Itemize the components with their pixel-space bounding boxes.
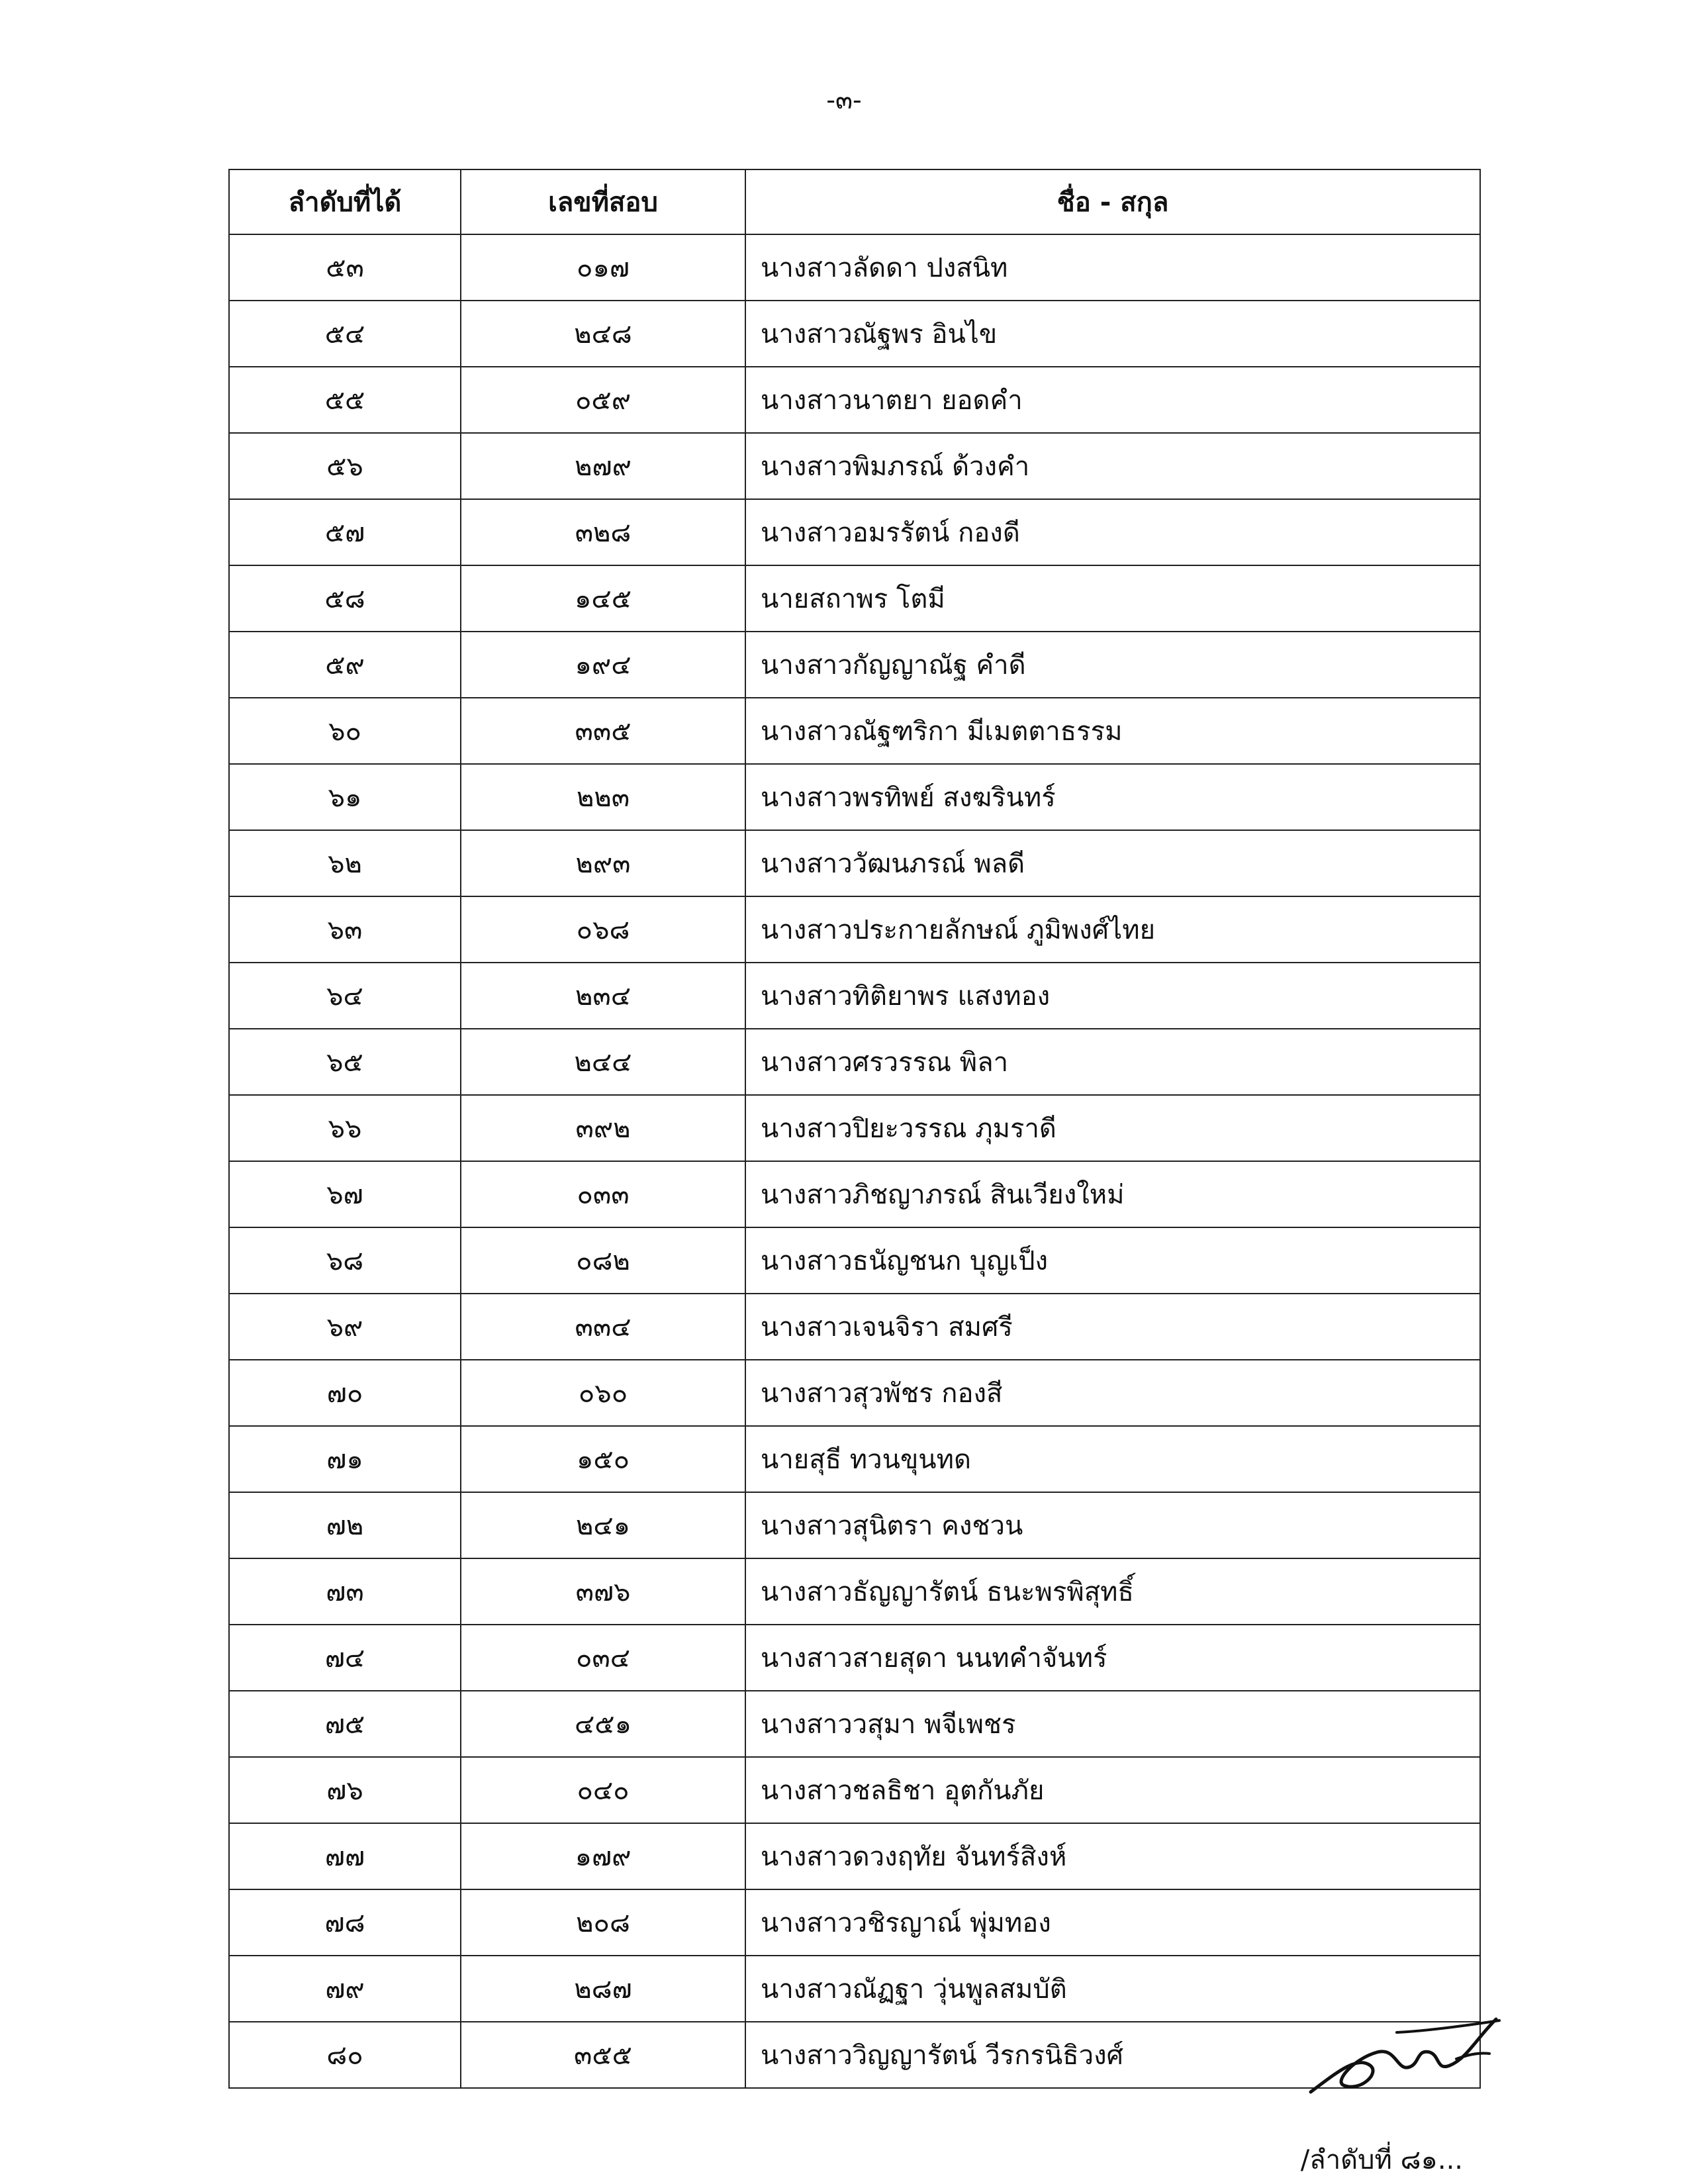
exam-number-cell: ๒๘๗ bbox=[461, 1956, 745, 2022]
name-cell: นางสาวปิยะวรรณ ภุมราดี bbox=[745, 1095, 1480, 1161]
name-cell: นางสาวสายสุดา นนทคำจันทร์ bbox=[745, 1625, 1480, 1691]
rank-cell: ๕๙ bbox=[229, 632, 461, 698]
signature-icon bbox=[1297, 1993, 1509, 2112]
rank-cell: ๗๕ bbox=[229, 1691, 461, 1757]
exam-number-cell: ๐๘๒ bbox=[461, 1227, 745, 1294]
rank-cell: ๗๘ bbox=[229, 1889, 461, 1956]
rank-cell: ๗๗ bbox=[229, 1823, 461, 1889]
exam-number-cell: ๑๗๙ bbox=[461, 1823, 745, 1889]
name-cell: นางสาวพิมภรณ์ ด้วงคำ bbox=[745, 433, 1480, 499]
name-cell: นางสาววชิรญาณ์ พุ่มทอง bbox=[745, 1889, 1480, 1956]
table-row bbox=[229, 1360, 1480, 1426]
rank-cell: ๖๑ bbox=[229, 764, 461, 830]
exam-number-cell: ๐๑๗ bbox=[461, 234, 745, 301]
table-row bbox=[229, 367, 1480, 433]
exam-number-cell: ๓๗๖ bbox=[461, 1558, 745, 1625]
page-number: -๓- bbox=[826, 85, 862, 115]
rank-cell: ๕๘ bbox=[229, 565, 461, 632]
exam-number-cell: ๑๔๕ bbox=[461, 565, 745, 632]
header-rank: ลำดับที่ได้ bbox=[229, 169, 461, 234]
table-row bbox=[229, 1691, 1480, 1757]
name-cell: นางสาวกัญญาณัฐ คำดี bbox=[745, 632, 1480, 698]
header-exam-number: เลขที่สอบ bbox=[461, 169, 745, 234]
table-row bbox=[229, 632, 1480, 698]
name-cell: นางสาวณัฐฑริกา มีเมตตาธรรม bbox=[745, 698, 1480, 764]
results-table bbox=[228, 169, 1481, 2089]
header-full-name: ชื่อ - สกุล bbox=[745, 169, 1480, 234]
name-cell: นางสาวชลธิชา อุตกันภัย bbox=[745, 1757, 1480, 1823]
name-cell: นางสาววัฒนภรณ์ พลดี bbox=[745, 830, 1480, 896]
exam-number-cell: ๒๗๙ bbox=[461, 433, 745, 499]
name-cell: นางสาวดวงฤทัย จันทร์สิงห์ bbox=[745, 1823, 1480, 1889]
name-cell: นางสาววิญญารัตน์ วีรกรนิธิวงศ์ bbox=[745, 2022, 1480, 2088]
name-cell: นายสุธี ทวนขุนทด bbox=[745, 1426, 1480, 1492]
rank-cell: ๕๕ bbox=[229, 367, 461, 433]
exam-number-cell: ๐๖๐ bbox=[461, 1360, 745, 1426]
name-cell: นางสาวเจนจิรา สมศรี bbox=[745, 1294, 1480, 1360]
exam-number-cell: ๐๖๘ bbox=[461, 896, 745, 963]
rank-cell: ๖๙ bbox=[229, 1294, 461, 1360]
table-body bbox=[229, 234, 1480, 2088]
header-row bbox=[229, 169, 1480, 234]
exam-number-cell: ๑๙๔ bbox=[461, 632, 745, 698]
table-row bbox=[229, 1095, 1480, 1161]
rank-cell: ๘๐ bbox=[229, 2022, 461, 2088]
name-cell: นางสาววสุมา พจีเพชร bbox=[745, 1691, 1480, 1757]
table-header bbox=[229, 169, 1480, 234]
exam-number-cell: ๒๐๘ bbox=[461, 1889, 745, 1956]
name-cell: นางสาวทิติยาพร แสงทอง bbox=[745, 963, 1480, 1029]
name-cell: นางสาวประกายลักษณ์ ภูมิพงศ์ไทย bbox=[745, 896, 1480, 963]
table-row bbox=[229, 1492, 1480, 1558]
continuation-note: /ลำดับที่ ๘๑... bbox=[1300, 2145, 1463, 2175]
rank-cell: ๖๖ bbox=[229, 1095, 461, 1161]
name-cell: นางสาวณัฐพร อินไข bbox=[745, 301, 1480, 367]
table-row bbox=[229, 565, 1480, 632]
rank-cell: ๕๓ bbox=[229, 234, 461, 301]
exam-number-cell: ๓๒๘ bbox=[461, 499, 745, 565]
rank-cell: ๗๔ bbox=[229, 1625, 461, 1691]
rank-cell: ๖๐ bbox=[229, 698, 461, 764]
table-row bbox=[229, 2022, 1480, 2088]
exam-number-cell: ๓๙๒ bbox=[461, 1095, 745, 1161]
exam-number-cell: ๓๓๔ bbox=[461, 1294, 745, 1360]
table-row bbox=[229, 963, 1480, 1029]
rank-cell: ๕๖ bbox=[229, 433, 461, 499]
rank-cell: ๗๙ bbox=[229, 1956, 461, 2022]
table-row bbox=[229, 301, 1480, 367]
table-row bbox=[229, 1294, 1480, 1360]
rank-cell: ๗๐ bbox=[229, 1360, 461, 1426]
name-cell: นางสาวพรทิพย์ สงฆรินทร์ bbox=[745, 764, 1480, 830]
table-row bbox=[229, 1227, 1480, 1294]
exam-number-cell: ๓๕๕ bbox=[461, 2022, 745, 2088]
rank-cell: ๖๓ bbox=[229, 896, 461, 963]
name-cell: นางสาวอมรรัตน์ กองดี bbox=[745, 499, 1480, 565]
rank-cell: ๕๗ bbox=[229, 499, 461, 565]
rank-cell: ๗๒ bbox=[229, 1492, 461, 1558]
exam-number-cell: ๒๒๓ bbox=[461, 764, 745, 830]
table-row bbox=[229, 1426, 1480, 1492]
exam-number-cell: ๒๔๔ bbox=[461, 1029, 745, 1095]
name-cell: นางสาวธนัญชนก บุญเป็ง bbox=[745, 1227, 1480, 1294]
table-row bbox=[229, 234, 1480, 301]
name-cell: นางสาวลัดดา ปงสนิท bbox=[745, 234, 1480, 301]
name-cell: นางสาวภิชญาภรณ์ สินเวียงใหม่ bbox=[745, 1161, 1480, 1227]
exam-number-cell: ๐๓๔ bbox=[461, 1625, 745, 1691]
exam-number-cell: ๐๓๓ bbox=[461, 1161, 745, 1227]
exam-number-cell: ๓๓๕ bbox=[461, 698, 745, 764]
table-row bbox=[229, 830, 1480, 896]
name-cell: นางสาวสุนิตรา คงชวน bbox=[745, 1492, 1480, 1558]
exam-number-cell: ๒๓๔ bbox=[461, 963, 745, 1029]
exam-number-cell: ๐๕๙ bbox=[461, 367, 745, 433]
table-row bbox=[229, 1558, 1480, 1625]
rank-cell: ๖๗ bbox=[229, 1161, 461, 1227]
rank-cell: ๗๖ bbox=[229, 1757, 461, 1823]
name-cell: นางสาวธัญญารัตน์ ธนะพรพิสุทธิ์ bbox=[745, 1558, 1480, 1625]
rank-cell: ๕๔ bbox=[229, 301, 461, 367]
table-row bbox=[229, 1161, 1480, 1227]
table-row bbox=[229, 1029, 1480, 1095]
exam-number-cell: ๔๕๑ bbox=[461, 1691, 745, 1757]
table-row bbox=[229, 1823, 1480, 1889]
table-row bbox=[229, 1889, 1480, 1956]
name-cell: นางสาวนาตยา ยอดคำ bbox=[745, 367, 1480, 433]
name-cell: นางสาวสุวพัชร กองสี bbox=[745, 1360, 1480, 1426]
table-row bbox=[229, 764, 1480, 830]
table-row bbox=[229, 896, 1480, 963]
exam-number-cell: ๒๔๘ bbox=[461, 301, 745, 367]
rank-cell: ๖๘ bbox=[229, 1227, 461, 1294]
rank-cell: ๗๓ bbox=[229, 1558, 461, 1625]
table-row bbox=[229, 698, 1480, 764]
name-cell: นางสาวศรวรรณ พิลา bbox=[745, 1029, 1480, 1095]
table-row bbox=[229, 1757, 1480, 1823]
name-cell: นายสถาพร โตมี bbox=[745, 565, 1480, 632]
table-row bbox=[229, 433, 1480, 499]
rank-cell: ๗๑ bbox=[229, 1426, 461, 1492]
exam-number-cell: ๐๔๐ bbox=[461, 1757, 745, 1823]
rank-cell: ๖๒ bbox=[229, 830, 461, 896]
table-row bbox=[229, 1956, 1480, 2022]
table-row bbox=[229, 499, 1480, 565]
exam-number-cell: ๒๔๑ bbox=[461, 1492, 745, 1558]
name-cell: นางสาวณัฏฐา วุ่นพูลสมบัติ bbox=[745, 1956, 1480, 2022]
rank-cell: ๖๕ bbox=[229, 1029, 461, 1095]
rank-cell: ๖๔ bbox=[229, 963, 461, 1029]
exam-number-cell: ๒๙๓ bbox=[461, 830, 745, 896]
table-row bbox=[229, 1625, 1480, 1691]
exam-number-cell: ๑๕๐ bbox=[461, 1426, 745, 1492]
